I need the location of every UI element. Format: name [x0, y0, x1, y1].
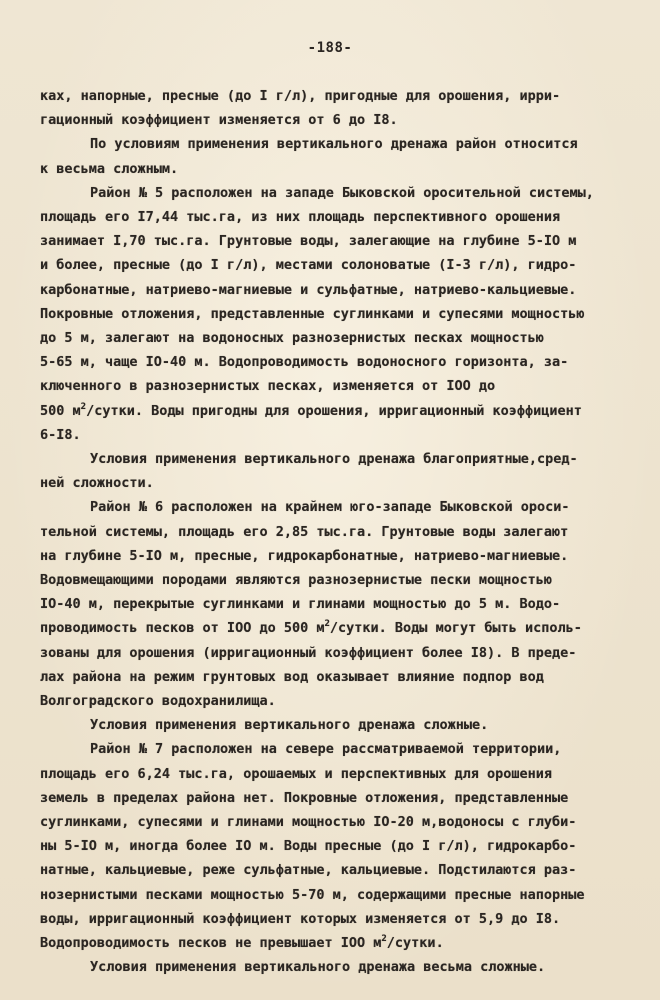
superscript: 2: [381, 934, 387, 944]
text-line: По условиям применения вертикального дренажа район относится: [90, 136, 578, 153]
text-fragment: /сутки.: [386, 935, 444, 951]
text-line: к весьма сложным.: [40, 160, 179, 177]
text-line: земель в пределах района нет. Покровные отложения, представленные: [40, 789, 569, 806]
text-line: ней сложности.: [40, 475, 154, 492]
text-line: Район № 7 расположен на севере рассматриваемой территории,: [90, 741, 562, 758]
text-line: [40, 931, 660, 955]
text-line: лах района на режим грунтовых вод оказывает влияние подпор вод: [40, 668, 544, 685]
text-line: до 5 м, залегают на водоносных разнозернистых песках мощностью: [40, 330, 544, 346]
text-line: площадь его 6,24 тыс.га, орошаемых и перспективных для орошения: [40, 765, 553, 782]
text-line: Район № 5 расположен на западе Быковской оросительной системы,: [90, 184, 594, 201]
text-line: зованы для орошения (ирригационный коэффициент более I8). В преде-: [40, 644, 577, 661]
text-line: [40, 399, 660, 423]
text-line: площадь его I7,44 тыс.га, из них площадь перспективного орошения: [40, 209, 561, 225]
text-line: IO-40 м, перекрытые суглинками и глинами мощностью до 5 м. Водо-: [40, 596, 561, 613]
text-line: ках, напорные, пресные (до I г/л), пригодные для орошения, ирри-: [40, 88, 561, 104]
text-fragment: проводимость песков от IOO до 500 м: [40, 620, 325, 637]
superscript: 2: [324, 619, 330, 630]
text-line: ны 5-IO м, иногда более IO м. Воды пресные (до I г/л), гидрокарбо-: [40, 838, 577, 855]
text-line: воды, ирригационный коэффициент которых изменяется от 5,9 до I8.: [40, 910, 561, 927]
text-line: гационный коэффициент изменяется от 6 до I8.: [40, 112, 398, 129]
text-line: Район № 6 расположен на крайнем юго-западе Быковской ороси-: [90, 499, 570, 516]
text-line: суглинками, супесями и глинами мощностью IO-20 м,водоносы с глуби-: [40, 814, 577, 830]
text-line: 6-I8.: [40, 426, 81, 443]
text-line: и более, пресные (до I г/л), местами солоноватые (I-3 г/л), гидро-: [40, 257, 577, 274]
text-line: [40, 616, 660, 640]
text-line: 5-65 м, чаще IO-40 м. Водопроводимость водоносного горизонта, за-: [40, 354, 569, 371]
text-line: нозернистыми песками мощностью 5-70 м, содержащими пресные напорные: [40, 886, 585, 903]
text-line: Волгоградского водохранилища.: [40, 693, 276, 709]
text-line: Водовмещающими породами являются разнозернистые пески мощностью: [40, 572, 553, 588]
text-line: натные, кальциевые, реже сульфатные, кальциевые. Подстилаются раз-: [40, 862, 577, 879]
text-fragment: 500 м: [40, 402, 81, 419]
text-line: занимает I,70 тыс.га. Грунтовые воды, залегающие на глубине 5-IO м: [40, 233, 577, 250]
superscript: 2: [80, 401, 87, 412]
text-line: тельной системы, площадь его 2,85 тыс.га. Грунтовые воды залегают: [40, 523, 569, 540]
text-line: Покровные отложения, представленные суглинками и супесями мощностью: [40, 305, 585, 322]
text-line: Условия применения вертикального дренажа благоприятные,сред-: [90, 451, 578, 467]
page-number: -188-: [307, 40, 353, 56]
text-line: Условия применения вертикального дренажа сложные.: [90, 717, 489, 734]
text-line: карбонатные, натриево-магниевые и сульфатные, натриево-кальциевые.: [40, 281, 577, 298]
text-line: Условия применения вертикального дренажа весьма сложные.: [90, 959, 546, 976]
text-line: на глубине 5-IO м, пресные, гидрокарбонатные, натриево-магниевые.: [40, 547, 569, 564]
text-fragment: /сутки. Воды пригодны для орошения, ирригационный коэффициент: [86, 402, 582, 419]
text-fragment: /сутки. Воды могут быть исполь-: [329, 620, 582, 637]
text-fragment: Водопроводимость песков не превышает IOO м: [40, 935, 382, 951]
text-line: ключенного в разнозернистых песках, изменяется от IOO до: [40, 378, 496, 395]
